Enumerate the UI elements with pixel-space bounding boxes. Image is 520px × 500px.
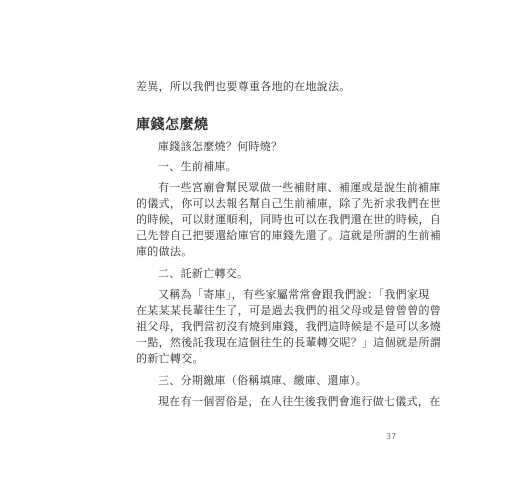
subheading: 二、託新亡轉交。 — [158, 267, 249, 280]
body-text-line: 庫的做法。 — [136, 245, 193, 258]
body-text-line: 又稱為「寄庫」，有些家屬常常會跟我們說：「我們家現 — [158, 288, 430, 301]
body-text-line: 現在有一個習俗是，在人往生後我們會進行做七儀式，在 — [158, 395, 441, 408]
subheading: 一、生前補庫。 — [158, 160, 238, 173]
body-text-line: 己先替自己把要還給庫官的庫錢先還了。這就是所謂的生前補 — [136, 229, 442, 242]
body-text-line: 的時候，可以財運順利，同時也可以在我們還在世的時候，自 — [136, 213, 442, 226]
body-text-line: 差異，所以我們也要尊重各地的在地說法。 — [136, 80, 351, 93]
body-text-line: 祖父母，我們當初沒有燒到庫錢，我們這時候是不是可以多燒 — [136, 320, 442, 333]
body-text-line: 庫錢該怎麼燒？何時燒？ — [158, 140, 283, 153]
body-text-line: 的新亡轉交。 — [136, 352, 204, 365]
body-text-line: 的儀式，你可以去報名幫自己生前補庫，除了先祈求我們在世 — [136, 197, 442, 210]
subheading: 三、分期繳庫（俗稱填庫、繳庫、還庫）。 — [158, 374, 368, 387]
body-text-line: 一點，然後託我現在這個往生的長輩轉交呢？」這個就是所謂 — [136, 336, 442, 349]
page-number: 37 — [386, 432, 397, 441]
section-heading: 庫錢怎麼燒 — [136, 117, 209, 133]
body-text-line: 有一些宮廟會幫民眾做一些補財庫、補運或是說生前補庫 — [158, 181, 441, 194]
body-text-line: 在某某某長輩往生了，可是過去我們的祖父母或是曾曾曾的曾 — [136, 304, 442, 317]
